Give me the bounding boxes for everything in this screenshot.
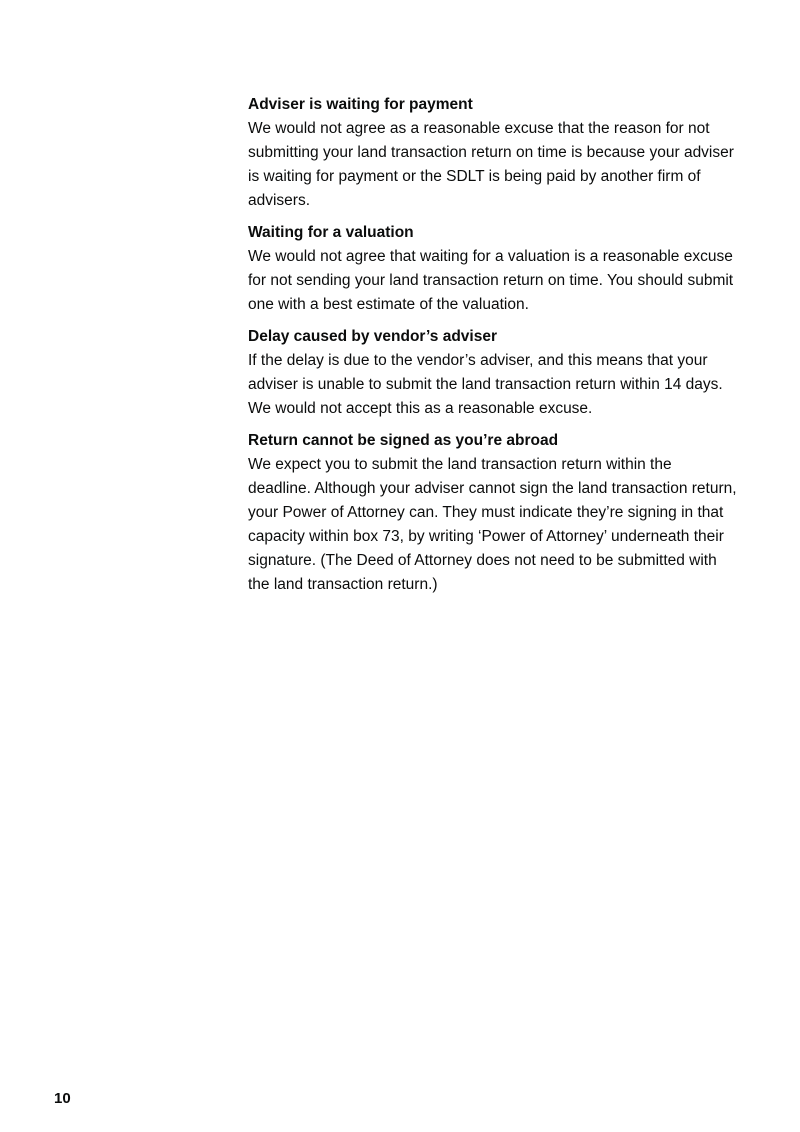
section-adviser-waiting-payment — [248, 93, 738, 213]
section-body: We would not agree as a reasonable excuse that the reason for not submitting your land transaction return on time is because your adviser is waiting for payment or the SDLT is being paid by another firm of advisers. — [248, 120, 734, 209]
section-waiting-valuation — [248, 221, 738, 317]
section-body: We expect you to submit the land transaction return within the deadline. Although your adviser cannot sign the land transaction return, your Power of Attorney can. They must indicate they’re signing in that capacity within box 73, by writing ‘Power of Attorney’ underneath their signature. (The Deed of Attorney does not need to be submitted with the land transaction return.) — [248, 456, 737, 593]
section-heading: Delay caused by vendor’s adviser — [248, 328, 497, 345]
section-vendor-adviser-delay — [248, 325, 738, 421]
section-body: We would not agree that waiting for a valuation is a reasonable excuse for not sending your land transaction return on time. You should submit one with a best estimate of the valuation. — [248, 248, 734, 313]
section-body: If the delay is due to the vendor’s adviser, and this means that your adviser is unable to submit the land transaction return within 14 days. We would not accept this as a reasonable excuse. — [248, 352, 723, 417]
page-number: 10 — [54, 1090, 71, 1107]
section-heading: Adviser is waiting for payment — [248, 96, 473, 113]
section-heading: Return cannot be signed as you’re abroad — [248, 432, 559, 449]
page-content — [248, 93, 738, 605]
section-heading: Waiting for a valuation — [248, 224, 414, 241]
section-return-signed-abroad — [248, 429, 738, 597]
